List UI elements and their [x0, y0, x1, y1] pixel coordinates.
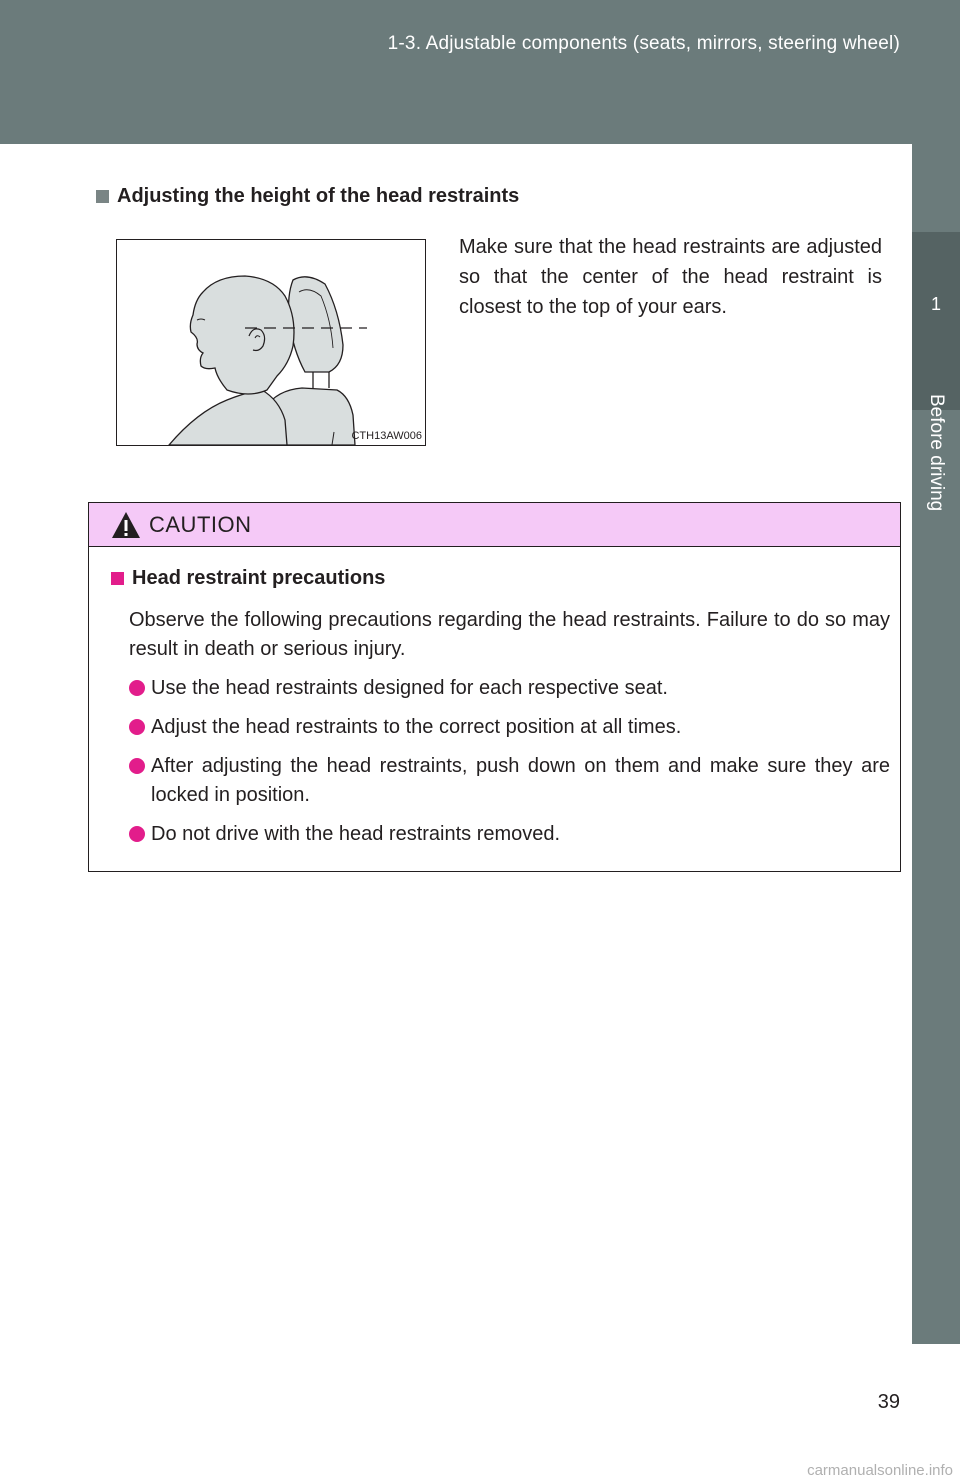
header-title: 1-3. Adjustable components (seats, mirrors, steering wheel) — [387, 33, 900, 54]
side-tab-number: 1 — [930, 294, 941, 314]
caution-title: CAUTION — [149, 511, 252, 537]
caution-box — [88, 502, 901, 872]
caution-body — [89, 547, 900, 849]
side-tab-number-box — [912, 232, 960, 410]
head-restraint-figure-icon — [117, 240, 425, 445]
caution-heading-text: Head restraint precautions — [132, 567, 386, 589]
list-item — [129, 674, 890, 703]
list-item-text: Adjust the head restraints to the correct position at all times. — [151, 716, 682, 738]
head-restraint-illustration — [116, 239, 426, 446]
list-item-text: Use the head restraints designed for each respective seat. — [151, 677, 668, 699]
warning-triangle-icon — [111, 511, 141, 539]
list-item-text: Do not drive with the head restraints removed. — [151, 823, 561, 845]
figure-id: CTH13AW006 — [351, 430, 422, 442]
section-heading-text: Adjusting the height of the head restraints — [117, 185, 520, 207]
watermark: carmanualsonline.info — [807, 1462, 953, 1479]
list-item — [129, 752, 890, 810]
page-number: 39 — [877, 1391, 900, 1413]
section-text: Make sure that the head restraints are adjusted so that the center of the head restraint is closest to the top of your ears. — [459, 236, 882, 318]
section-heading — [96, 185, 519, 208]
caution-header — [89, 503, 900, 547]
bullet-dot-icon — [129, 680, 145, 696]
list-item-text: After adjusting the head restraints, push down on them and make sure they are locked in position. — [151, 755, 890, 806]
list-item — [129, 820, 890, 849]
caution-intro: Observe the following precautions regarding the head restraints. Failure to do so may result in death or serious injury. — [129, 609, 890, 660]
caution-heading — [111, 567, 890, 590]
bullet-dot-icon — [129, 719, 145, 735]
side-tab-label: Before driving — [926, 394, 947, 512]
list-item — [129, 713, 890, 742]
bullet-dot-icon — [129, 758, 145, 774]
bullet-dot-icon — [129, 826, 145, 842]
square-bullet-icon — [111, 572, 124, 585]
square-bullet-icon — [96, 190, 109, 203]
page-header — [0, 0, 960, 144]
